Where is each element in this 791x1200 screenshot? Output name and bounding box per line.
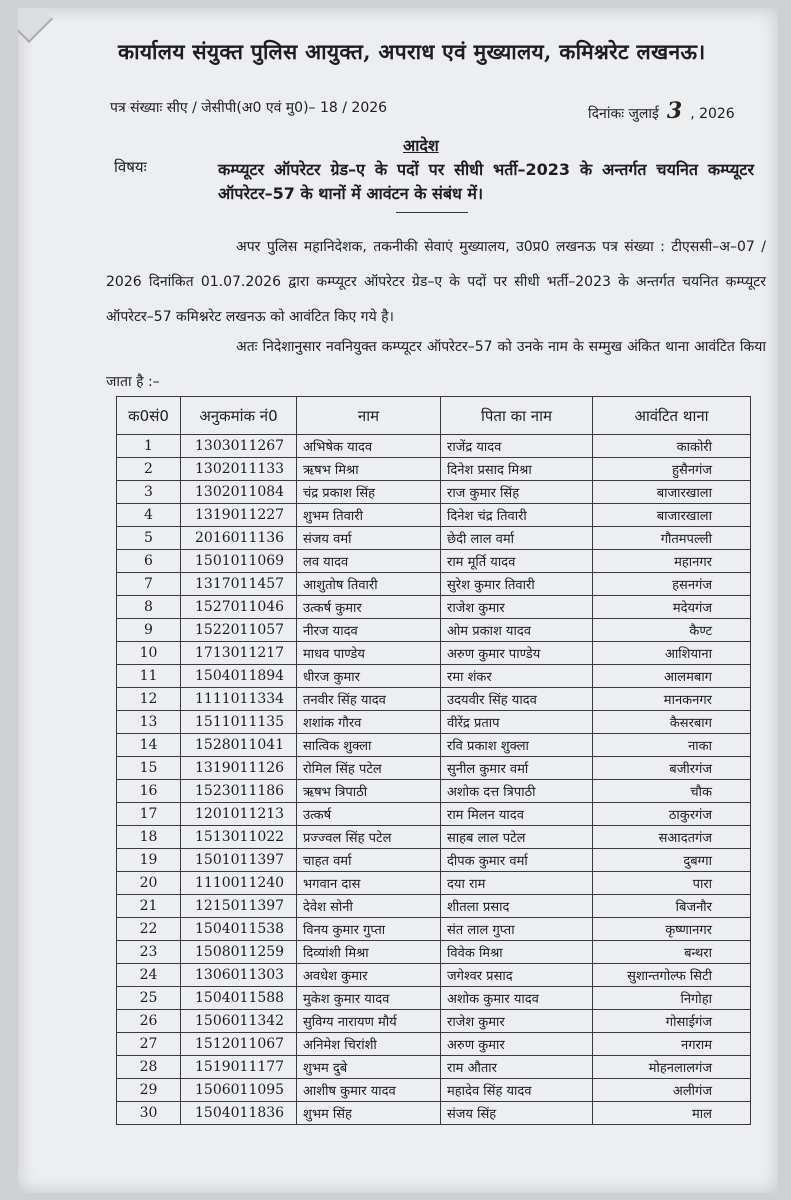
table-row [117,619,751,642]
name-cell: अवधेश कुमार [297,964,441,987]
name-cell: अनिमेश चिरांशी [297,1033,441,1056]
station-cell: आशियाना [593,642,751,665]
father-name-cell: राम मिलन यादव [441,803,593,826]
roll-number-cell: 1513011022 [181,826,297,849]
serial-cell: 29 [117,1079,181,1102]
table-row [117,435,751,458]
table-row [117,458,751,481]
father-name-cell: अशोक कुमार यादव [441,987,593,1010]
name-cell: माधव पाण्डेय [297,642,441,665]
table-row [117,1079,751,1102]
serial-cell: 11 [117,665,181,688]
serial-cell: 22 [117,918,181,941]
serial-cell: 5 [117,527,181,550]
col-roll-number: अनुकमांक नं0 [181,397,297,435]
roll-number-cell: 1508011259 [181,941,297,964]
serial-cell: 28 [117,1056,181,1079]
allotment-table [116,396,751,1125]
date-day: 3 [666,98,683,124]
serial-cell: 2 [117,458,181,481]
roll-number-cell: 1522011057 [181,619,297,642]
document-page [18,8,778,1193]
name-cell: उत्कर्ष कुमार [297,596,441,619]
table-row [117,734,751,757]
serial-cell: 1 [117,435,181,458]
table-row [117,527,751,550]
serial-cell: 8 [117,596,181,619]
name-cell: चाहत वर्मा [297,849,441,872]
table-row [117,826,751,849]
station-cell: बन्थरा [593,941,751,964]
roll-number-cell: 1504011588 [181,987,297,1010]
subject-text: कम्प्यूटर ऑपरेटर ग्रेड–ए के पदों पर सीधी भर्ती–2023 के अन्तर्गत चयनित कम्प्यूटर ऑपरेटर–57 के थानों में आवंटन के संबंध में। [218,160,754,203]
name-cell: उत्कर्ष [297,803,441,826]
roll-number-cell: 1511011135 [181,711,297,734]
roll-number-cell: 1512011067 [181,1033,297,1056]
table-row [117,757,751,780]
station-cell: बजीरगंज [593,757,751,780]
name-cell: धीरज कुमार [297,665,441,688]
name-cell: रोमिल सिंह पटेल [297,757,441,780]
paragraph-1 [106,230,766,335]
father-name-cell: राजेंद्र यादव [441,435,593,458]
father-name-cell: संजय सिंह [441,1102,593,1125]
table-header-row [117,397,751,435]
roll-number-cell: 1527011046 [181,596,297,619]
roll-number-cell: 1303011267 [181,435,297,458]
name-cell: आशुतोष तिवारी [297,573,441,596]
date-label: दिनांकः जुलाई [588,106,659,122]
table-row [117,711,751,734]
roll-number-cell: 1201011213 [181,803,297,826]
name-cell: शुभम तिवारी [297,504,441,527]
col-allotted-station: आवंटित थाना [593,397,751,435]
table-row [117,803,751,826]
station-cell: मदेयगंज [593,596,751,619]
serial-cell: 23 [117,941,181,964]
serial-cell: 13 [117,711,181,734]
station-cell: गौतमपल्ली [593,527,751,550]
separator-line [396,212,468,213]
roll-number-cell: 1523011186 [181,780,297,803]
roll-number-cell: 1302011133 [181,458,297,481]
paragraph-2 [106,330,766,400]
station-cell: सुशान्तगोल्फ सिटी [593,964,751,987]
father-name-cell: छेदी लाल वर्मा [441,527,593,550]
serial-cell: 14 [117,734,181,757]
name-cell: ऋषभ मिश्रा [297,458,441,481]
serial-cell: 9 [117,619,181,642]
roll-number-cell: 1306011303 [181,964,297,987]
father-name-cell: जगेश्वर प्रसाद [441,964,593,987]
roll-number-cell: 1501011397 [181,849,297,872]
serial-cell: 15 [117,757,181,780]
roll-number-cell: 1319011126 [181,757,297,780]
name-cell: तनवीर सिंह यादव [297,688,441,711]
name-cell: शुभम सिंह [297,1102,441,1125]
station-cell: नाका [593,734,751,757]
serial-cell: 16 [117,780,181,803]
station-cell: मोहनलालगंज [593,1056,751,1079]
father-name-cell: राम औतार [441,1056,593,1079]
table-row [117,964,751,987]
station-cell: कैण्ट [593,619,751,642]
name-cell: संजय वर्मा [297,527,441,550]
father-name-cell: सुनील कुमार वर्मा [441,757,593,780]
serial-cell: 26 [117,1010,181,1033]
father-name-cell: अरुण कुमार [441,1033,593,1056]
serial-cell: 30 [117,1102,181,1125]
roll-number-cell: 1215011397 [181,895,297,918]
roll-number-cell: 1506011342 [181,1010,297,1033]
roll-number-cell: 1317011457 [181,573,297,596]
father-name-cell: दिनेश प्रसाद मिश्रा [441,458,593,481]
table-row [117,688,751,711]
roll-number-cell: 1111011334 [181,688,297,711]
name-cell: शुभम दुबे [297,1056,441,1079]
table-row [117,504,751,527]
station-cell: हुसैनगंज [593,458,751,481]
father-name-cell: रवि प्रकाश शुक्ला [441,734,593,757]
order-title: आदेश [403,136,439,155]
roll-number-cell: 2016011136 [181,527,297,550]
serial-cell: 3 [117,481,181,504]
serial-cell: 19 [117,849,181,872]
reference-number: पत्र संख्याः सीए / जेसीपी(अ0 एवं मु0)– 18 / 2026 [110,100,388,116]
serial-cell: 17 [117,803,181,826]
name-cell: प्रज्ज्वल सिंह पटेल [297,826,441,849]
table-row [117,872,751,895]
father-name-cell: उदयवीर सिंह यादव [441,688,593,711]
table-row [117,550,751,573]
name-cell: सुविग्य नारायण मौर्य [297,1010,441,1033]
station-cell: मानकनगर [593,688,751,711]
father-name-cell: राज कुमार सिंह [441,481,593,504]
name-cell: देवेश सोनी [297,895,441,918]
table-row [117,849,751,872]
father-name-cell: राम मूर्ति यादव [441,550,593,573]
father-name-cell: राजेश कुमार [441,596,593,619]
table-row [117,780,751,803]
father-name-cell: अशोक दत्त त्रिपाठी [441,780,593,803]
name-cell: दिव्यांशी मिश्रा [297,941,441,964]
serial-cell: 4 [117,504,181,527]
station-cell: गोसाईगंज [593,1010,751,1033]
roll-number-cell: 1504011836 [181,1102,297,1125]
table-row [117,596,751,619]
father-name-cell: विवेक मिश्रा [441,941,593,964]
station-cell: महानगर [593,550,751,573]
father-name-cell: ओम प्रकाश यादव [441,619,593,642]
name-cell: अभिषेक यादव [297,435,441,458]
station-cell: ठाकुरगंज [593,803,751,826]
serial-cell: 7 [117,573,181,596]
father-name-cell: शीतला प्रसाद [441,895,593,918]
station-cell: कृष्णानगर [593,918,751,941]
table-row [117,665,751,688]
roll-number-cell: 1713011217 [181,642,297,665]
name-cell: मुकेश कुमार यादव [297,987,441,1010]
serial-cell: 25 [117,987,181,1010]
name-cell: चंद्र प्रकाश सिंह [297,481,441,504]
station-cell: चौक [593,780,751,803]
roll-number-cell: 1519011177 [181,1056,297,1079]
father-name-cell: दीपक कुमार वर्मा [441,849,593,872]
roll-number-cell: 1504011538 [181,918,297,941]
serial-cell: 27 [117,1033,181,1056]
col-father-name: पिता का नाम [441,397,593,435]
father-name-cell: महादेव सिंह यादव [441,1079,593,1102]
table-row [117,1033,751,1056]
order-date [588,98,735,124]
subject-label: विषयः [114,158,147,176]
table-row [117,941,751,964]
paragraph-1-text: अपर पुलिस महानिदेशक, तकनीकी सेवाएं मुख्यालय, उ0प्र0 लखनऊ पत्र संख्या : टीएससी–अ–07 / 2026 दिनांकित 01.07.2026 द्वारा कम्प्यूटर ऑपरेटर ग्रेड–ए के पदों पर सीधी भर्ती–2023 के अन्तर्गत चयनित कम्प्यूटर ऑपरेटर–57 कमिश्नरेट लखनऊ को आवंटित किए गये है। [106,239,766,325]
table-row [117,895,751,918]
station-cell: अलीगंज [593,1079,751,1102]
station-cell: सआदतगंज [593,826,751,849]
roll-number-cell: 1302011084 [181,481,297,504]
station-cell: आलमबाग [593,665,751,688]
station-cell: दुबग्गा [593,849,751,872]
station-cell: बाजारखाला [593,481,751,504]
serial-cell: 18 [117,826,181,849]
folded-corner [18,8,53,43]
table-row [117,987,751,1010]
station-cell: कैसरबाग [593,711,751,734]
father-name-cell: दिनेश चंद्र तिवारी [441,504,593,527]
office-heading: कार्यालय संयुक्त पुलिस आयुक्त, अपराध एवं मुख्यालय, कमिश्नरेट लखनऊ। [118,39,706,64]
father-name-cell: अरुण कुमार पाण्डेय [441,642,593,665]
station-cell: निगोहा [593,987,751,1010]
date-year: , 2026 [690,106,735,122]
roll-number-cell: 1110011240 [181,872,297,895]
table-row [117,642,751,665]
roll-number-cell: 1506011095 [181,1079,297,1102]
station-cell: बाजारखाला [593,504,751,527]
roll-number-cell: 1501011069 [181,550,297,573]
table-row [117,481,751,504]
station-cell: बिजनौर [593,895,751,918]
father-name-cell: वीरेंद्र प्रताप [441,711,593,734]
table-row [117,1102,751,1125]
table-row [117,918,751,941]
father-name-cell: दया राम [441,872,593,895]
station-cell: माल [593,1102,751,1125]
col-serial: क0सं0 [117,397,181,435]
name-cell: नीरज यादव [297,619,441,642]
name-cell: विनय कुमार गुप्ता [297,918,441,941]
roll-number-cell: 1319011227 [181,504,297,527]
table-row [117,1010,751,1033]
name-cell: आशीष कुमार यादव [297,1079,441,1102]
father-name-cell: रमा शंकर [441,665,593,688]
station-cell: पारा [593,872,751,895]
name-cell: ऋषभ त्रिपाठी [297,780,441,803]
name-cell: शशांक गौरव [297,711,441,734]
serial-cell: 12 [117,688,181,711]
station-cell: हसनगंज [593,573,751,596]
name-cell: भगवान दास [297,872,441,895]
father-name-cell: सुरेश कुमार तिवारी [441,573,593,596]
serial-cell: 10 [117,642,181,665]
paragraph-2-text: अतः निदेशानुसार नवनियुक्त कम्प्यूटर ऑपरेटर–57 को उनके नाम के सम्मुख अंकित थाना आवंटित किया जाता है :– [106,339,766,390]
roll-number-cell: 1504011894 [181,665,297,688]
table-row [117,1056,751,1079]
station-cell: नगराम [593,1033,751,1056]
father-name-cell: संत लाल गुप्ता [441,918,593,941]
serial-cell: 24 [117,964,181,987]
roll-number-cell: 1528011041 [181,734,297,757]
name-cell: लव यादव [297,550,441,573]
serial-cell: 21 [117,895,181,918]
father-name-cell: साहब लाल पटेल [441,826,593,849]
serial-cell: 20 [117,872,181,895]
name-cell: सात्विक शुक्ला [297,734,441,757]
table-body [117,435,751,1125]
father-name-cell: राजेश कुमार [441,1010,593,1033]
station-cell: काकोरी [593,435,751,458]
col-name: नाम [297,397,441,435]
serial-cell: 6 [117,550,181,573]
table-row [117,573,751,596]
